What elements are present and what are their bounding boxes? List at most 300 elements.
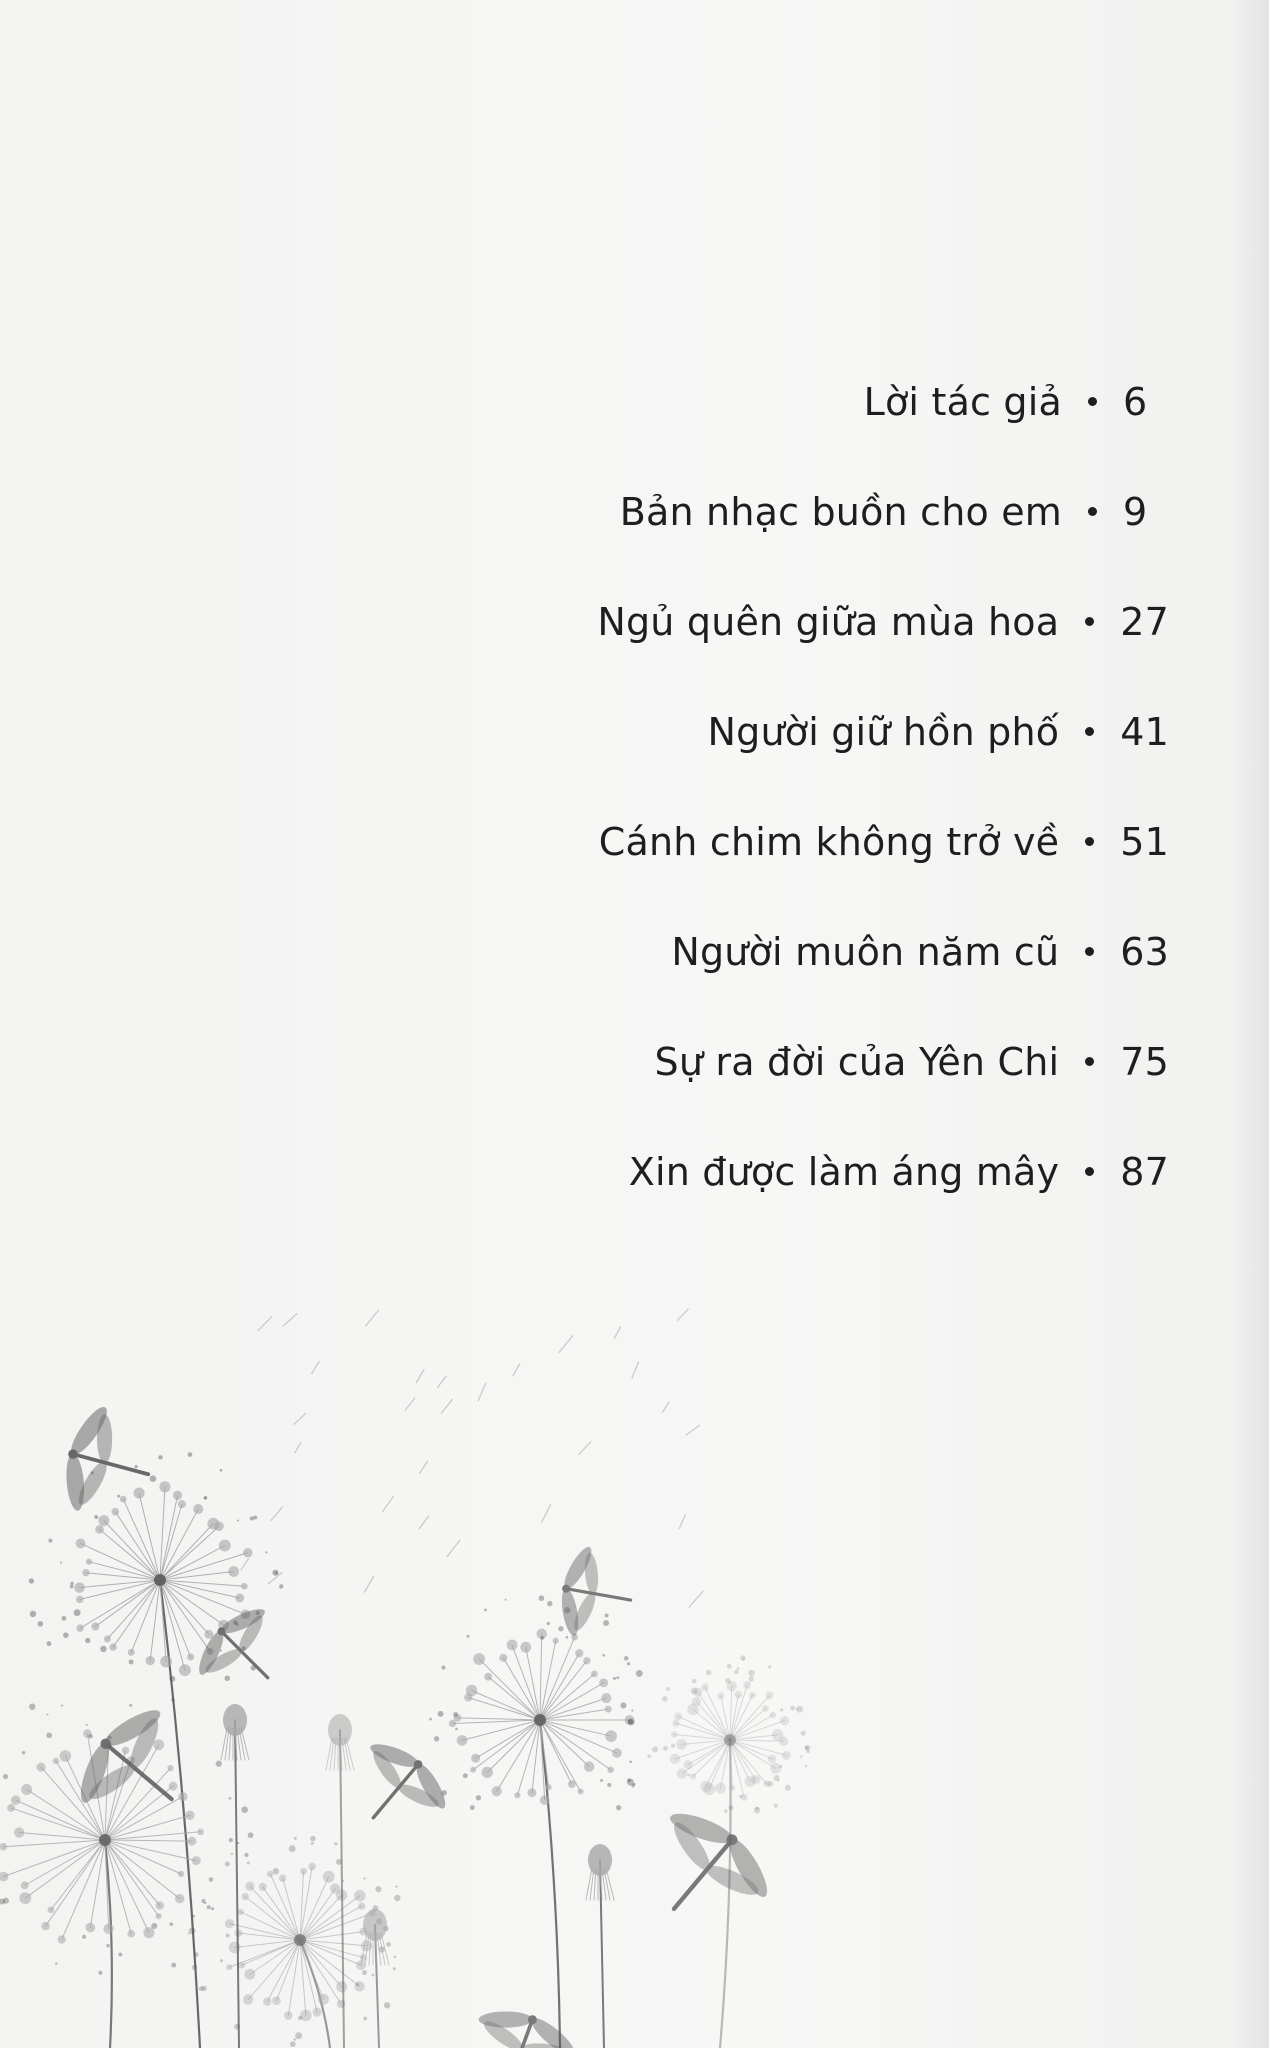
- seedhead-stem: [600, 1860, 604, 2048]
- dandelion-seed-tuft: [185, 1810, 195, 1820]
- dandelion-speck: [779, 1765, 782, 1768]
- seedhead-stem: [235, 1720, 239, 2048]
- dandelion-speck: [627, 1662, 630, 1665]
- dandelion-seed-tuft: [60, 1750, 72, 1762]
- dandelion-seed: [540, 1698, 606, 1720]
- dandelion-speck: [453, 1712, 458, 1717]
- dandelion-seed-tuft: [336, 1981, 347, 1992]
- dandelion-speck: [169, 1922, 173, 1926]
- dandelion-seed-tuft: [193, 1504, 203, 1514]
- dandelion-speck: [806, 1750, 810, 1754]
- dandelion-seed-tuft: [770, 1763, 781, 1774]
- dandelion-seed-tuft: [782, 1751, 791, 1760]
- dandelion-seed-tuft: [690, 1773, 696, 1779]
- dandelion-seed-tuft: [578, 1788, 584, 1794]
- dandelion-center: [534, 1714, 546, 1726]
- dandelion-speck: [613, 1677, 616, 1680]
- dandelion-seed-tuft: [514, 1792, 520, 1798]
- dandelion-seed-tuft: [104, 1636, 111, 1643]
- dandelion-seed-tuft: [780, 1716, 789, 1725]
- dragonfly-icon: [335, 1726, 462, 1850]
- toc-entry-title: Sự ra đời của Yên Chi: [654, 1040, 1060, 1084]
- dandelion-seed-tuft: [358, 1902, 365, 1909]
- dandelion-seed-tuft: [612, 1748, 622, 1758]
- dandelion-speck: [785, 1785, 791, 1791]
- dandelion-seed-tuft: [267, 1871, 274, 1878]
- dandelion-speck: [616, 1676, 619, 1679]
- dandelion-seed-tuft: [684, 1760, 693, 1769]
- dandelion-speck: [298, 2016, 302, 2020]
- dandelion-seed-tuft: [284, 2011, 293, 2020]
- dandelion-speck: [466, 1635, 469, 1638]
- dandelion-speck: [193, 1915, 196, 1918]
- dandelion-speck: [394, 1955, 397, 1958]
- dandelion-seed-tuft: [178, 1500, 186, 1508]
- floating-seed: [679, 1515, 685, 1529]
- dandelion-seed: [62, 1840, 105, 1940]
- dandelion-speck: [192, 1965, 197, 1970]
- dandelion-speck: [290, 2041, 296, 2047]
- dandelion-seed-tuft: [599, 1678, 608, 1687]
- dandelion-speck: [476, 1795, 481, 1800]
- dandelion-speck: [22, 1751, 25, 1754]
- toc-entry: [597, 930, 1169, 1040]
- dandelion-speck: [158, 1455, 163, 1460]
- dandelion-speck: [724, 1809, 728, 1813]
- dandelion-speck: [800, 1755, 803, 1758]
- dandelion-speck: [294, 2038, 297, 2041]
- dandelion-speck: [470, 1805, 475, 1810]
- dandelion-seed-tuft: [228, 1566, 239, 1577]
- floating-seed: [686, 1425, 699, 1435]
- dandelion-seed-tuft: [546, 1784, 552, 1790]
- dandelion-speck: [88, 1734, 92, 1738]
- toc-entry: [597, 380, 1169, 490]
- dandelion-speck: [216, 1761, 222, 1767]
- dandelion-speck: [363, 1877, 365, 1879]
- bullet-icon: [1085, 727, 1094, 736]
- dandelion-seed-tuft: [272, 1996, 281, 2005]
- toc-entry: [597, 820, 1169, 930]
- dandelion-seed-tuft: [120, 1496, 127, 1503]
- dandelion-seed-tuft: [53, 1758, 60, 1765]
- dandelion-speck: [434, 1736, 439, 1741]
- dandelion-seed-tuft: [109, 1643, 116, 1650]
- dandelion-seed-tuft: [173, 1491, 182, 1500]
- dandelion-seed-tuft: [111, 1508, 119, 1516]
- floating-seed: [366, 1310, 379, 1325]
- floating-seed: [420, 1461, 428, 1473]
- dandelion-seed-tuft: [692, 1697, 701, 1706]
- dandelion-seed-tuft: [241, 1583, 248, 1590]
- floating-seed: [405, 1398, 415, 1410]
- dandelion-seed: [263, 1887, 300, 1940]
- dandelion-seed-tuft: [772, 1729, 784, 1741]
- toc-entry: [597, 490, 1169, 600]
- dandelion-seed-tuft: [473, 1653, 485, 1665]
- dandelion-speck: [209, 1877, 213, 1881]
- dandelion-speck: [395, 1885, 397, 1887]
- dandelion-seed: [25, 1840, 105, 1885]
- floating-seed: [271, 1507, 283, 1520]
- dandelion-speck: [363, 2017, 367, 2021]
- dandelion-speck: [241, 1806, 248, 1813]
- dandelion-seed-tuft: [323, 1871, 335, 1883]
- dandelion-seed-tuft: [95, 1525, 104, 1534]
- dandelion-seed: [105, 1840, 160, 1905]
- dandelion-speck: [607, 1783, 611, 1787]
- dandelion-speck: [620, 1702, 626, 1708]
- bullet-icon: [1085, 1167, 1094, 1176]
- dandelion-speck: [63, 1632, 69, 1638]
- dandelion-speck: [100, 1646, 106, 1652]
- dandelion-seed: [104, 1521, 160, 1580]
- dandelion-seed-tuft: [583, 1657, 591, 1665]
- dandelion-speck: [616, 1805, 621, 1810]
- bullet-icon: [1085, 617, 1094, 626]
- dandelion-seed: [19, 1832, 105, 1840]
- toc-entry-title: Cánh chim không trở về: [598, 820, 1060, 864]
- dandelion-speck: [253, 1516, 257, 1520]
- toc-entry: [597, 1040, 1169, 1150]
- floating-seed: [438, 1376, 447, 1388]
- dandelion-speck: [171, 1963, 176, 1968]
- dandelion-seed: [107, 1580, 160, 1639]
- dandelion-speck: [225, 1676, 230, 1681]
- dandelion-seed: [86, 1573, 160, 1580]
- dandelion-seed-tuft: [122, 1747, 129, 1754]
- dandelion-speck: [248, 1832, 254, 1838]
- dandelion-seed-tuft: [762, 1705, 769, 1712]
- dandelion-speck: [767, 1781, 773, 1787]
- dandelion-speck: [438, 1711, 444, 1717]
- dandelion-seed: [25, 1840, 105, 1898]
- dandelion-speck: [742, 1658, 744, 1660]
- dandelion-seed-tuft: [318, 1994, 329, 2005]
- dandelion-seed: [472, 1691, 540, 1720]
- dandelion-seed-tuft: [188, 1837, 197, 1846]
- dandelion-speck: [777, 1779, 779, 1781]
- dandelion-speck: [225, 1861, 230, 1866]
- dandelion-seed: [270, 1874, 300, 1940]
- dandelion-speck: [737, 1667, 740, 1670]
- toc-entry-page: 63: [1120, 930, 1169, 974]
- dandelion-seed-tuft: [167, 1765, 173, 1771]
- dandelion-seed-tuft: [470, 1767, 476, 1773]
- dandelion-speck: [48, 1539, 52, 1543]
- dandelion-speck: [188, 1932, 190, 1934]
- dandelion-speck: [652, 1747, 658, 1753]
- dandelion-seed-tuft: [76, 1539, 86, 1549]
- dandelion-seed: [300, 1940, 342, 1987]
- dandelion-seed-tuft: [605, 1730, 617, 1742]
- floating-seed: [513, 1364, 519, 1376]
- dandelion-speck: [749, 1676, 754, 1681]
- dandelion-seed-tuft: [19, 1892, 31, 1904]
- dandelion-speck: [106, 1944, 110, 1948]
- dandelion-seed: [300, 1889, 335, 1940]
- dandelion-speck: [801, 1731, 806, 1736]
- bullet-icon: [1085, 837, 1094, 846]
- dandelion-speck: [129, 1659, 134, 1664]
- dandelion-speck: [624, 1656, 629, 1661]
- dandelion-seed-tuft: [86, 1559, 92, 1565]
- dandelion-speck: [74, 1609, 81, 1616]
- dandelion-seed-tuft: [768, 1755, 777, 1764]
- dandelion-speck: [600, 1779, 603, 1782]
- dandelion-speck: [505, 1599, 507, 1601]
- dandelion-seed-tuft: [47, 1906, 54, 1913]
- dandelion-speck: [199, 1986, 204, 1991]
- dandelion-speck: [46, 1732, 52, 1738]
- dandelion-speck: [739, 1795, 742, 1798]
- dandelion-seed-tuft: [674, 1713, 682, 1721]
- dandelion-speck: [295, 2032, 302, 2039]
- dandelion-seed-tuft: [717, 1692, 724, 1699]
- dandelion-seed-tuft: [484, 1673, 492, 1681]
- toc-entry-title: Xin được làm áng mây: [628, 1150, 1060, 1194]
- dragonfly-icon: [551, 1541, 639, 1647]
- dandelion-seed-tuft: [676, 1739, 687, 1750]
- dragonfly-icon: [624, 1791, 788, 1951]
- dandelion-speck: [384, 2002, 390, 2008]
- dandelion-speck: [86, 1724, 88, 1726]
- dandelion-speck: [220, 1469, 223, 1472]
- dandelion-speck: [60, 1562, 62, 1564]
- floating-seed: [559, 1336, 573, 1353]
- floating-seed: [364, 1576, 373, 1592]
- dandelion-speck: [394, 1895, 400, 1901]
- dandelion-seed-tuft: [744, 1776, 755, 1787]
- dandelion-seed-tuft: [308, 1863, 316, 1871]
- dandelion-speck: [334, 1842, 337, 1845]
- dandelion-seed-tuft: [153, 1739, 164, 1750]
- dandelion-speck: [273, 1868, 279, 1874]
- dandelion-seed-tuft: [701, 1683, 708, 1690]
- dandelion-seed-tuft: [21, 1784, 32, 1795]
- dandelion-seed-tuft: [197, 1829, 204, 1836]
- floating-seed: [312, 1361, 320, 1373]
- floating-seed: [419, 1516, 428, 1529]
- dandelion-speck: [728, 1805, 733, 1810]
- toc-entry: [597, 1150, 1169, 1260]
- dandelion-speck: [463, 1773, 468, 1778]
- dandelion-speck: [98, 1971, 102, 1975]
- dandelion-seed: [139, 1493, 160, 1580]
- toc-entry: [597, 600, 1169, 710]
- dandelion-speck: [38, 1621, 44, 1627]
- dandelion-speck: [220, 1959, 223, 1962]
- dandelion-seed-tuft: [128, 1649, 135, 1656]
- dandelion-seed-tuft: [21, 1881, 29, 1889]
- dandelion-seed: [16, 1800, 105, 1840]
- dandelion-seed-tuft: [492, 1786, 502, 1796]
- dandelion-speck: [194, 1952, 199, 1957]
- dandelion-seed-tuft: [235, 1593, 244, 1602]
- dandelion-seed-tuft: [187, 1653, 194, 1660]
- dandelion-seed-tuft: [7, 1804, 15, 1812]
- dandelion-seed: [80, 1580, 160, 1628]
- dandelion-speck: [756, 1807, 759, 1810]
- dandelion-speck: [441, 1666, 445, 1670]
- bullet-icon: [1088, 507, 1097, 516]
- floating-seed: [383, 1496, 394, 1511]
- dandelion-seed: [300, 1906, 362, 1940]
- dandelion-speck: [671, 1743, 675, 1747]
- dandelion-speck: [663, 1746, 668, 1751]
- bullet-icon: [1085, 1057, 1094, 1066]
- floating-seed: [294, 1414, 306, 1425]
- dandelion-seed: [540, 1720, 549, 1787]
- dandelion-speck: [226, 1934, 230, 1938]
- dandelion-speck: [547, 1622, 550, 1625]
- dandelion-speck: [118, 1953, 122, 1957]
- dandelion-seed-tuft: [584, 1761, 594, 1771]
- dandelion-speck: [134, 1465, 137, 1468]
- dandelion-seed-tuft: [601, 1693, 611, 1703]
- dandelion-speck: [692, 1679, 697, 1684]
- dandelion-speck: [780, 1708, 783, 1711]
- dandelion-speck: [189, 1927, 196, 1934]
- dandelion-seed-tuft: [169, 1782, 178, 1791]
- floating-seed: [447, 1540, 460, 1556]
- toc-entry-page: 27: [1120, 600, 1169, 644]
- dandelion-seed-tuft: [238, 1909, 244, 1915]
- dandelion-speck: [211, 1907, 214, 1910]
- toc-entry-title: Ngủ quên giữa mùa hoa: [597, 600, 1060, 644]
- dandelion-seed-tuft: [520, 1642, 531, 1653]
- dandelion-speck: [790, 1706, 795, 1711]
- floating-seed: [241, 1559, 248, 1570]
- floating-seed: [258, 1316, 272, 1330]
- dandelion-seed: [457, 1718, 540, 1720]
- dandelion-speck: [294, 1837, 297, 1840]
- dandelion-seed-tuft: [672, 1720, 679, 1727]
- toc-entry-page: 6: [1123, 380, 1148, 424]
- toc-entry-title: Lời tác giả: [863, 380, 1062, 424]
- dandelion-seed: [46, 1840, 105, 1926]
- dandelion-seed-tuft: [313, 2007, 322, 2016]
- dandelion-seed-tuft: [591, 1671, 598, 1678]
- dandelion-speck: [691, 1687, 698, 1694]
- dandelion-seed-tuft: [103, 1924, 113, 1934]
- floating-seed: [295, 1442, 301, 1452]
- dandelion-seed-tuft: [528, 1788, 537, 1797]
- dandelion-speck: [151, 1923, 157, 1929]
- dandelion-seed-tuft: [243, 1994, 253, 2004]
- dandelion-seed-tuft: [457, 1735, 468, 1746]
- dandelion-seed-tuft: [568, 1780, 576, 1788]
- dandelion-center: [154, 1574, 166, 1586]
- dragonfly-icon: [183, 1593, 301, 1711]
- dandelion-seed: [51, 1840, 105, 1910]
- dandelion-seed-tuft: [91, 1622, 99, 1630]
- dandelion-speck: [61, 1704, 63, 1706]
- dandelion-speck: [725, 1678, 731, 1684]
- dandelion-speck: [362, 1970, 367, 1975]
- dandelion-speck: [356, 1983, 359, 1986]
- dandelion-seed-tuft: [734, 1691, 742, 1699]
- toc-entry-title: Bản nhạc buồn cho em: [619, 490, 1062, 534]
- dandelion-speck: [47, 1714, 49, 1716]
- dandelion-seed-tuft: [41, 1922, 49, 1930]
- dandelion-speck: [265, 1551, 267, 1553]
- dandelion-speck: [666, 1687, 670, 1691]
- dandelion-seed-tuft: [729, 1785, 735, 1791]
- dandelion-speck: [171, 1698, 175, 1702]
- dandelion-speck: [85, 1638, 90, 1643]
- dandelion-seed-tuft: [204, 1630, 213, 1639]
- table-of-contents: [597, 380, 1169, 1260]
- dandelion-seed-tuft: [82, 1569, 89, 1576]
- dandelion-seed: [540, 1661, 587, 1720]
- dandelion-speck: [748, 1670, 754, 1676]
- dandelion-speck: [375, 1886, 381, 1892]
- floating-seed: [614, 1327, 620, 1339]
- dandelion-seed-tuft: [244, 1969, 255, 1980]
- dandelion-seed: [80, 1580, 160, 1588]
- dandelion-seed-tuft: [263, 1997, 271, 2005]
- dandelion-speck: [603, 1620, 609, 1626]
- floating-seed: [542, 1505, 551, 1523]
- dandelion-seed-tuft: [607, 1766, 614, 1773]
- bullet-icon: [1088, 397, 1097, 406]
- dandelion-seed-tuft: [133, 1487, 144, 1498]
- dandelion-seed: [526, 1647, 540, 1720]
- dandelion-speck: [188, 1452, 193, 1457]
- dandelion-seed-tuft: [766, 1692, 774, 1700]
- dandelion-speck: [150, 1475, 157, 1482]
- dragonfly-icon: [50, 1398, 162, 1529]
- dandelion-speck: [540, 1636, 544, 1640]
- dandelion-speck: [70, 1585, 74, 1589]
- dandelion-seed: [90, 1840, 105, 1928]
- dandelion-seed-tuft: [146, 1656, 155, 1665]
- dandelion-speck: [687, 1774, 690, 1777]
- dandelion-speck: [774, 1804, 778, 1808]
- toc-entry-page: 51: [1120, 820, 1169, 864]
- dandelion-seed-tuft: [36, 1763, 45, 1772]
- dandelion-seed: [238, 1933, 300, 1940]
- dandelion-seed-tuft: [279, 1874, 287, 1882]
- dandelion-seed-tuft: [156, 1901, 164, 1909]
- dandelion-seed-tuft: [156, 1913, 162, 1919]
- dandelion-speck: [129, 1704, 132, 1707]
- floating-seed: [283, 1314, 297, 1327]
- bullet-icon: [1085, 947, 1094, 956]
- dandelion-speck: [558, 1626, 563, 1631]
- dandelion-speck: [207, 1905, 211, 1909]
- dandelion-center: [99, 1834, 111, 1846]
- dandelion-speck: [796, 1706, 803, 1713]
- dandelion-center: [724, 1734, 736, 1746]
- dandelion-seed-tuft: [14, 1827, 24, 1837]
- dandelion-seed-tuft: [160, 1656, 172, 1668]
- dandelion-seed-tuft: [98, 1515, 109, 1526]
- dandelion-seed-tuft: [159, 1481, 170, 1492]
- dandelion-seed-tuft: [466, 1685, 478, 1697]
- dandelion-seed-tuft: [677, 1768, 688, 1779]
- dandelion-dragonfly-illustration: [0, 1300, 820, 2048]
- dandelion-seed-tuft: [715, 1783, 726, 1794]
- dandelion-seed-tuft: [214, 1522, 224, 1532]
- dandelion-speck: [805, 1764, 808, 1767]
- floating-seed: [441, 1399, 452, 1413]
- dandelion-seed-tuft: [499, 1654, 507, 1662]
- dandelion-seed: [540, 1720, 589, 1767]
- dandelion-speck: [62, 1616, 67, 1621]
- dandelion-speck: [636, 1670, 643, 1677]
